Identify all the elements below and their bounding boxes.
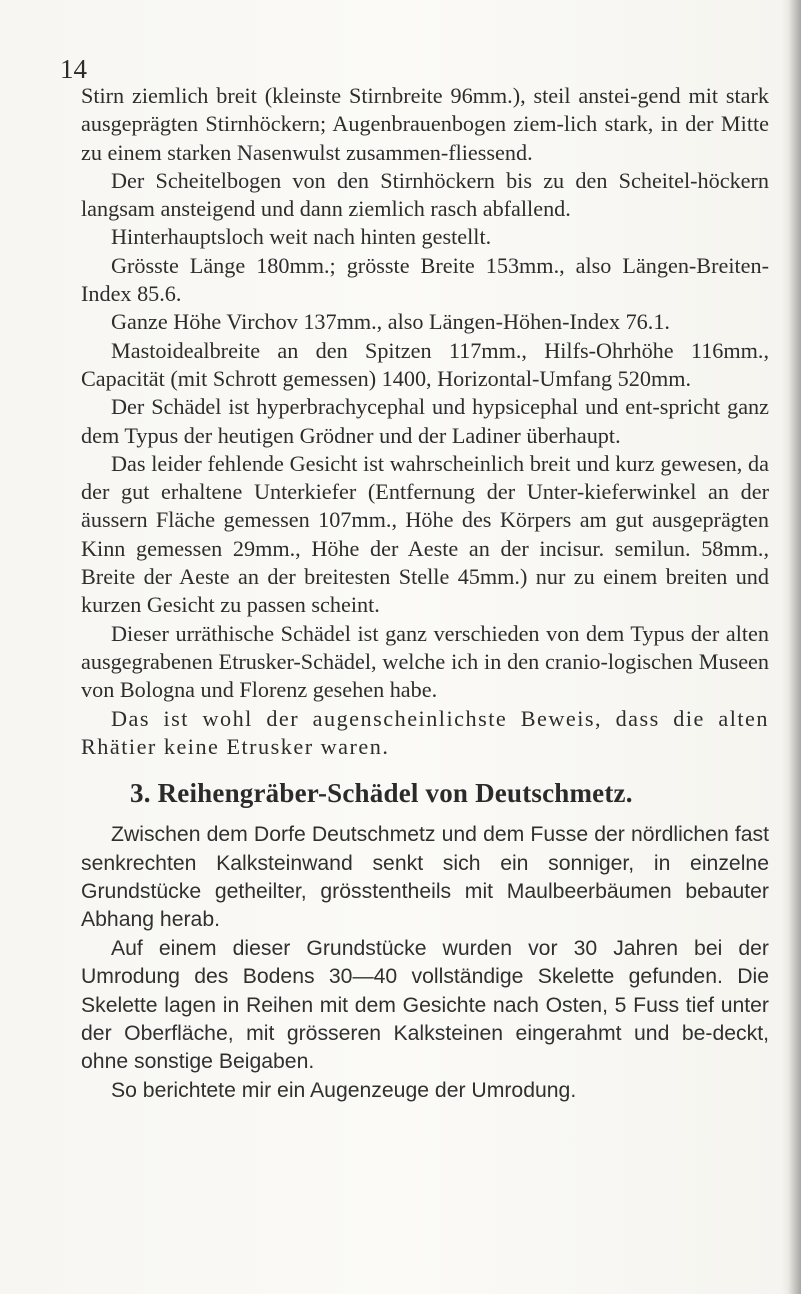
paragraph-scheitelbogen: Der Scheitelbogen von den Stirnhöckern bis zu den Scheitel-höckern langsam ansteigend und dann ziemlich rasch abfallend. — [81, 167, 769, 222]
paragraph-hinterhauptsloch: Hinterhauptsloch weit nach hinten gestellt. — [111, 224, 492, 250]
paragraph-laengen-hoehen-index: Ganze Höhe Virchov 137mm., also Längen-Höhen-Index 76.1. — [111, 309, 670, 335]
page-text — [81, 82, 769, 1105]
paragraph-gesicht: Das leider fehlende Gesicht ist wahrscheinlich breit und kurz gewesen, da der gut erhaltene Unterkiefer (Entfernung der Unter-kieferwinkel an der äussern Fläche gemessen 107mm., Höhe des Körpers am gut ausgeprägten Kinn gemessen 29mm., Höhe der Aeste an der incisur. semilun. 58mm., Breite der Aeste an der breitesten Stelle 45mm.) nur zu einem breiten und kurzen Gesicht zu passen scheint. — [81, 450, 769, 618]
section-text — [81, 821, 769, 1105]
page-number: 14 — [60, 54, 87, 84]
paragraph-hyperbrachycephal: Der Schädel ist hyperbrachycephal und hypsicephal und ent-spricht ganz dem Typus der heutigen Grödner und der Ladiner überhaupt. — [81, 394, 769, 448]
paragraph-etrusker-vergleich: Dieser urräthische Schädel ist ganz verschieden von dem Typus der alten ausgegrabenen Etrusker-Schädel, welche ich in den cranio-logischen Museen von Bologna und Florenz gesehen habe. — [81, 620, 769, 703]
section-paragraph-skelette: Auf einem dieser Grundstücke wurden vor 30 Jahren bei der Umrodung des Bodens 30—40 vollständige Skelette gefunden. Die Skelette lagen in Reihen mit dem Gesichte nach Osten, 5 Fuss tief unter der Oberfläche, mit grösseren Kalksteinen eingerahmt und be-deckt, ohne sonstige Beigaben. — [81, 936, 769, 1074]
scanned-page-edge-shadow — [781, 0, 801, 1294]
paragraph-forehead: Stirn ziemlich breit (kleinste Stirnbreite 96mm.), steil anstei-gend mit stark ausgeprägten Stirnhöckern; Augenbrauenbogen ziem-lich stark, in der Mitte zu einem starken Nasenwulst zusammen-fliessend. — [81, 83, 769, 165]
paragraph-measurements: Mastoidealbreite an den Spitzen 117mm., Hilfs-Ohrhöhe 116mm., Capacität (mit Schrott gemessen) 1400, Horizontal-Umfang 520mm. — [81, 337, 769, 391]
section-title: 3. Reihengräber-Schädel von Deutschmetz. — [130, 778, 633, 809]
section-paragraph-augenzeuge: So berichtete mir ein Augenzeuge der Umrodung. — [111, 1078, 577, 1102]
paragraph-laengen-breiten-index: Grösste Länge 180mm.; grösste Breite 153mm., also Längen-Breiten-Index 85.6. — [81, 252, 769, 307]
section-paragraph-abhang: Zwischen dem Dorfe Deutschmetz und dem Fusse der nördlichen fast senkrechten Kalksteinwand senkt sich ein sonniger, in einzelne Grundstücke getheilter, grösstentheils mit Maulbeerbäumen bebauter Abhang herab. — [81, 823, 769, 932]
paragraph-conclusion: Das ist wohl der augenscheinlichste Beweis, dass die alten Rhätier keine Etrusker waren. — [81, 705, 769, 759]
